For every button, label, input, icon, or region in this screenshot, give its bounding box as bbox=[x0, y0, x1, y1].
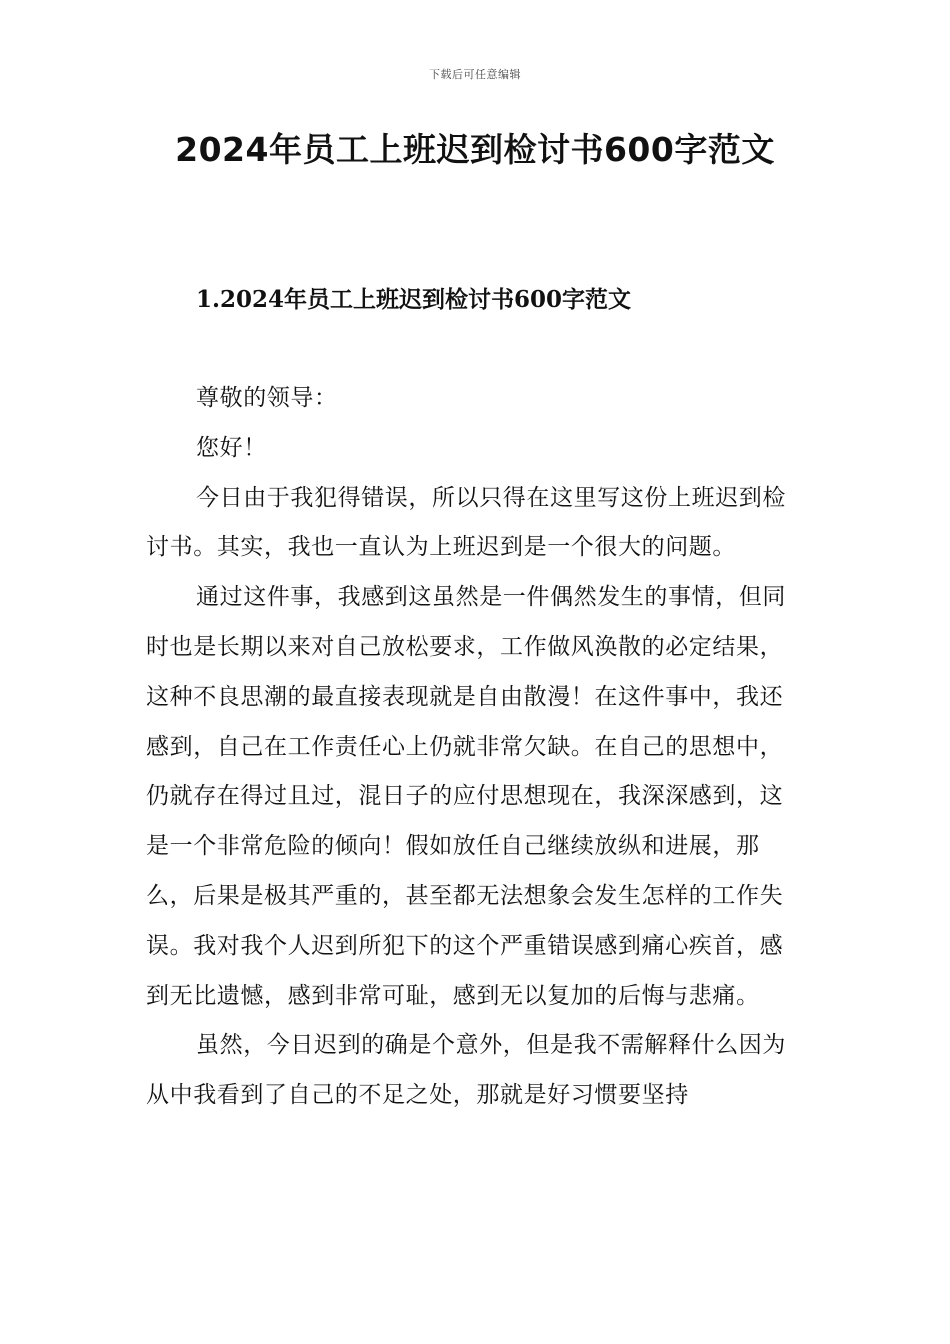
greeting: 您好！ bbox=[196, 434, 267, 461]
document-body bbox=[146, 374, 806, 1121]
body-paragraph: 虽然，今日迟到的确是个意外，但是我不需解释什么因为从中我看到了自己的不足之处，那就是好习惯要坚持 bbox=[146, 1032, 786, 1109]
salutation: 尊敬的领导： bbox=[196, 385, 338, 411]
body-paragraph: 通过这件事，我感到这虽然是一件偶然发生的事情，但同时也是长期以来对自己放松要求，工作做风涣散的必定结果，这种不良思潮的最直接表现就是自由散漫！在这件事中，我还感到，自己在工作责任心上仍就非常欠缺。在自己的思想中，仍就存在得过且过，混日子的应付思想现在，我深深感到，这是一个非常危险的倾向！假如放任自己继续放纵和进展，那么，后果是极其严重的，甚至都无法想象会发生怎样的工作失误。我对我个人迟到所犯下的这个严重错误感到痛心疾首，感到无比遗憾，感到非常可耻，感到无以复加的后悔与悲痛。 bbox=[146, 584, 786, 1009]
section-heading: 1.2024年员工上班迟到检讨书600字范文 bbox=[196, 286, 632, 313]
document-title: 2024年员工上班迟到检讨书600字范文 bbox=[175, 130, 775, 169]
body-paragraph: 今日由于我犯得错误，所以只得在这里写这份上班迟到检讨书。其实，我也一直认为上班迟到是一个很大的问题。 bbox=[146, 484, 786, 561]
page-header-note: 下载后可任意编辑 bbox=[429, 68, 521, 81]
